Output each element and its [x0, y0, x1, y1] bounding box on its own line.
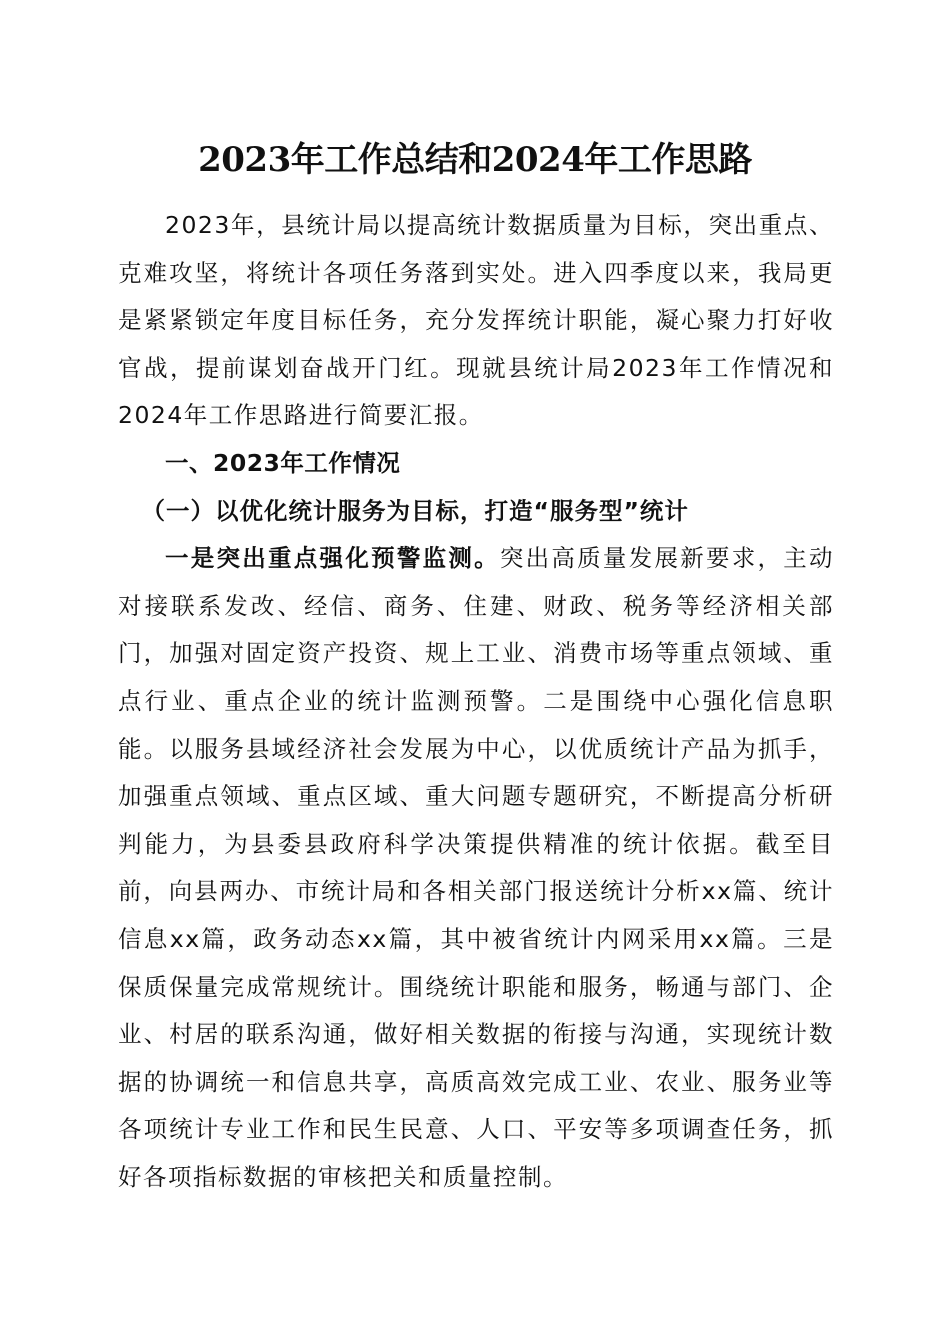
document-title: 2023年工作总结和2024年工作思路	[198, 140, 752, 180]
document-body	[118, 202, 834, 1201]
section-heading: 一、2023年工作情况	[165, 448, 401, 477]
paragraph-text: 突出高质量发展新要求，主动对接联系发改、经信、商务、住建、财政、税务等经济相关部门，加强对固定资产投资、规上工业、消费市场等重点领域、重点行业、重点企业的统计监测预警。二是围绕中心强化信息职能。以服务县域经济社会发展为中心，以优质统计产品为抓手，加强重点领域、重点区域、重大问题专题研究，不断提高分析研判能力，为县委县政府科学决策提供精准的统计依据。截至目前，向县两办、市统计局和各相关部门报送统计分析xx篇、统计信息xx篇，政务动态xx篇，其中被省统计内网采用xx篇。三是保质保量完成常规统计。围绕统计职能和服务，畅通与部门、企业、村居的联系沟通，做好相关数据的衔接与沟通，实现统计数据的协调统一和信息共享，高质高效完成工业、农业、服务业等各项统计专业工作和民生民意、人口、平安等多项调查任务，抓好各项指标数据的审核把关和质量控制。	[118, 544, 835, 1191]
intro-paragraph: 2023年，县统计局以提高统计数据质量为目标，突出重点、克难攻坚，将统计各项任务落到实处。进入四季度以来，我局更是紧紧锁定年度目标任务，充分发挥统计职能，凝心聚力打好收官战，提前谋划奋战开门红。现就县统计局2023年工作情况和2024年工作思路进行简要汇报。	[118, 211, 834, 430]
body-paragraph	[118, 535, 834, 1201]
subsection-heading: （一）以优化统计服务为目标，打造“服务型”统计	[141, 496, 689, 525]
paragraph-lead: 一是突出重点强化预警监测。	[165, 544, 500, 573]
